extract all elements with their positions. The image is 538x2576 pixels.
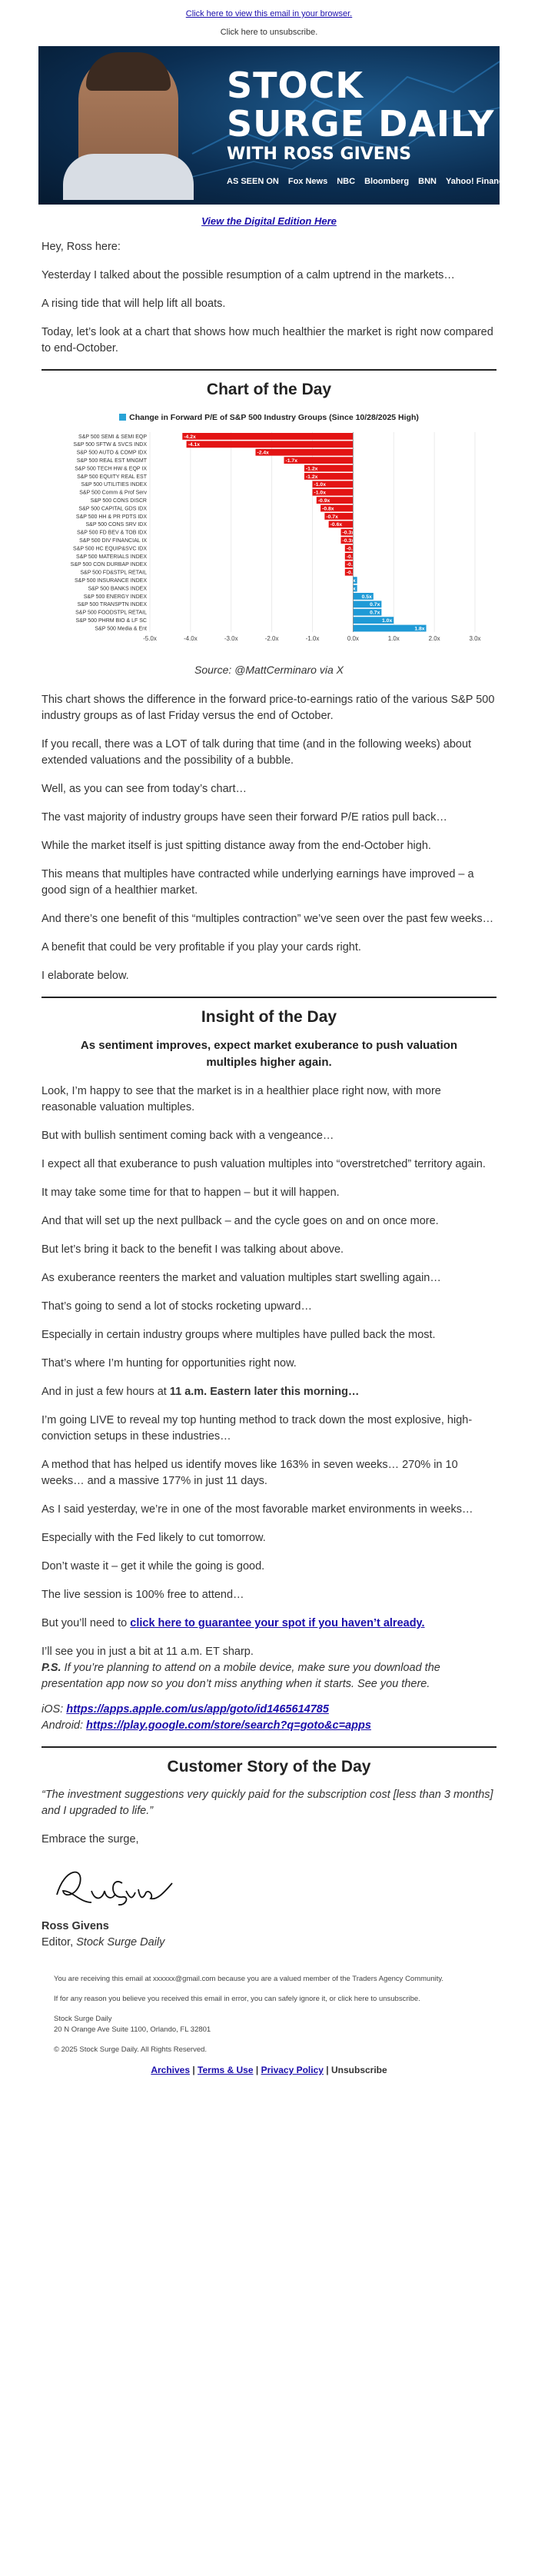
privacy-link[interactable]: Privacy Policy <box>261 2065 324 2075</box>
data-label: 0.7x <box>370 602 380 608</box>
author-title-prefix: Editor, <box>42 1936 77 1949</box>
ps-label: P.S. <box>42 1662 61 1674</box>
category-label: S&P 500 UTILITIES INDEX <box>81 482 147 488</box>
data-label: -0.2x <box>346 554 359 560</box>
outlet-logo: Fox News <box>287 177 328 186</box>
data-label: 1.8x <box>414 626 425 632</box>
chart <box>54 410 484 656</box>
category-label: S&P 500 CON DURBAP INDEX <box>70 562 147 568</box>
x-tick-label: 0.0x <box>347 635 359 642</box>
signoff: Embrace the surge, <box>42 1833 139 1845</box>
category-label: S&P 500 HC EQUIP&SVC IDX <box>73 546 147 552</box>
category-label: S&P 500 Media & Ent <box>95 626 147 632</box>
paragraph: This means that multiples have contracted while underlying earnings have improved – a good sign of a healthier market. <box>42 868 474 897</box>
category-label: S&P 500 REAL EST MNGMT <box>76 458 147 464</box>
paragraph: Hey, Ross here: <box>42 241 121 253</box>
data-label: -1.0x <box>314 482 326 488</box>
footer <box>31 1974 507 2055</box>
ios-app-link[interactable]: https://apps.apple.com/us/app/goto/id1465614785 <box>66 1703 329 1716</box>
footer-copyright: © 2025 Stock Surge Daily. All Rights Reserved. <box>54 2045 208 2054</box>
paragraph: As I said yesterday, we’re in one of the most favorable market environments in weeks… <box>42 1503 473 1516</box>
bar <box>182 433 353 440</box>
data-label: -0.6x <box>330 522 343 528</box>
digital-edition <box>31 215 507 227</box>
paragraph: While the market itself is just spitting distance away from the end-October high. <box>42 840 431 852</box>
ios-label: iOS: <box>42 1703 67 1716</box>
android-label: Android: <box>42 1719 87 1732</box>
category-label: S&P 500 FD BEV & TOB IDX <box>76 530 147 536</box>
live-session-paragraph <box>42 1384 496 1400</box>
category-label: S&P 500 CAPITAL GDS IDX <box>78 506 147 512</box>
section-divider <box>42 369 496 371</box>
paragraph: It may take some time for that to happen – but it will happen. <box>42 1186 340 1199</box>
cta-paragraph <box>42 1616 496 1632</box>
archives-link[interactable]: Archives <box>151 2065 191 2075</box>
paragraph: That’s where I’m hunting for opportunities right now. <box>42 1357 297 1370</box>
paragraph: Don’t waste it – get it while the going is good. <box>42 1560 265 1573</box>
data-label: -0.3x <box>342 538 355 544</box>
host-photo <box>78 54 178 185</box>
paragraph: The live session is 100% free to attend… <box>42 1589 244 1601</box>
category-label: S&P 500 ENERGY INDEX <box>83 594 147 600</box>
author-title-pub: Stock Surge Daily <box>76 1936 165 1949</box>
paragraph: The vast majority of industry groups have seen their forward P/E ratios pull back… <box>42 811 447 824</box>
paragraph: Today, let’s look at a chart that shows how much healthier the market is right now compared to end-October. <box>42 326 493 354</box>
category-label: S&P 500 TECH HW & EQP IX <box>75 466 147 472</box>
category-label: S&P 500 Comm & Prof Serv <box>79 490 147 496</box>
outlet-logo: NBC <box>337 177 356 186</box>
header-banner <box>38 46 509 205</box>
outlet-logo: Bloomberg <box>364 177 410 186</box>
paragraph: As exuberance reenters the market and valuation multiples start swelling again… <box>42 1272 441 1284</box>
bar <box>255 449 353 456</box>
customer-quote: “The investment suggestions very quickly paid for the subscription cost [less than 3 months] and I upgraded to life.” <box>42 1789 493 1817</box>
main-content <box>31 239 507 1951</box>
category-label: S&P 500 FOODSTPL RETAIL <box>75 610 147 616</box>
x-tick-label: -4.0x <box>183 635 198 642</box>
data-label: 1.0x <box>382 618 393 624</box>
paragraph: That’s going to send a lot of stocks rocketing upward… <box>42 1300 312 1313</box>
footer-notice: If for any reason you believe you received this email in error, you can safely ignore it, or click here to unsubscribe. <box>54 1995 420 2003</box>
author-title <box>42 1935 496 1951</box>
data-label: -0.3x <box>342 530 355 536</box>
category-label: S&P 500 MATERIALS INDEX <box>76 554 147 560</box>
as-seen-on-bar <box>227 177 508 186</box>
footer-links: Archives | Terms & Use | Privacy Policy | Unsubscribe <box>151 2065 387 2075</box>
legend-swatch <box>119 414 126 421</box>
section-divider <box>42 997 496 998</box>
live-time: 11 a.m. Eastern later this morning… <box>169 1386 360 1398</box>
as-seen-on-label: AS SEEN ON <box>227 177 279 186</box>
data-label: 0.1x <box>345 586 356 592</box>
ps-text: If you’re planning to attend on a mobile device, make sure you download the presentation app now so you don’t miss anything when it starts. See you there. <box>42 1662 440 1690</box>
data-label: -0.7x <box>326 514 338 520</box>
paragraph: Especially with the Fed likely to cut tomorrow. <box>42 1532 266 1544</box>
android-app-link[interactable]: https://play.google.com/store/search?q=goto&c=apps <box>86 1719 371 1732</box>
category-label: S&P 500 TRANSPTN INDEX <box>77 602 147 608</box>
terms-link[interactable]: Terms & Use <box>198 2065 254 2075</box>
data-label: -1.2x <box>305 474 318 480</box>
category-label: S&P 500 FD&STPL RETAIL <box>80 570 147 576</box>
paragraph: I’m going LIVE to reveal my top hunting method to track down the most explosive, high-conviction setups in these industries… <box>42 1414 473 1443</box>
paragraph: I elaborate below. <box>42 970 129 982</box>
category-label: S&P 500 CONS SRV IDX <box>85 522 147 528</box>
footer-address <box>54 2014 484 2035</box>
register-link[interactable]: click here to guarantee your spot if you haven’t already. <box>130 1617 425 1629</box>
unsubscribe-link[interactable]: Click here to unsubscribe. <box>220 28 318 37</box>
app-links <box>42 1702 496 1734</box>
data-label: 0.1x <box>345 578 356 584</box>
category-label: S&P 500 PHRM BIO & LF SC <box>75 618 147 624</box>
paragraph: I expect all that exuberance to push valuation multiples into “overstretched” territory again. <box>42 1158 486 1170</box>
data-label: -0.8x <box>322 506 334 512</box>
x-tick-label: 3.0x <box>469 635 481 642</box>
data-label: -0.2x <box>346 546 359 552</box>
footer-street: 20 N Orange Ave Suite 1100, Orlando, FL 32801 <box>54 2025 211 2034</box>
paragraph: But with bullish sentiment coming back with a vengeance… <box>42 1130 334 1142</box>
digital-edition-link[interactable]: View the Digital Edition Here <box>201 215 337 227</box>
paragraph: Well, as you can see from today’s chart… <box>42 783 247 795</box>
data-label: -0.2x <box>346 562 359 568</box>
x-tick-label: -2.0x <box>264 635 279 642</box>
category-label: S&P 500 BANKS INDEX <box>88 586 147 592</box>
ps-paragraph <box>42 1644 496 1692</box>
paragraph: Look, I’m happy to see that the market is in a healthier place right now, with more reasonable valuation multiples. <box>42 1085 441 1113</box>
chart-of-the-day-heading: Chart of the Day <box>206 381 332 398</box>
data-label: -0.9x <box>317 498 330 504</box>
data-label: -2.4x <box>257 450 269 456</box>
x-tick-label: 2.0x <box>428 635 440 642</box>
signature-image <box>49 1860 180 1914</box>
footer-company: Stock Surge Daily <box>54 2015 112 2023</box>
view-in-browser-link[interactable]: Click here to view this email in your browser. <box>185 9 353 18</box>
category-label: S&P 500 AUTO & COMP IDX <box>76 450 147 456</box>
data-label: 0.7x <box>370 610 380 616</box>
category-label: S&P 500 DIV FINANCIAL IX <box>79 538 147 544</box>
data-label: -1.2x <box>305 466 318 472</box>
x-tick-label: -3.0x <box>224 635 238 642</box>
outlet-logo: BNN <box>418 177 437 186</box>
paragraph: And there’s one benefit of this “multiples contraction” we’ve seen over the past few weeks… <box>42 913 494 925</box>
author-name: Ross Givens <box>42 1920 109 1932</box>
footer-notice: You are receiving this email at xxxxxx@gmail.com because you are a valued member of the Traders Agency Community. <box>54 1975 444 1983</box>
preheader <box>31 0 507 37</box>
x-tick-label: -5.0x <box>143 635 157 642</box>
category-label: S&P 500 HH & PR PDTS IDX <box>75 514 147 520</box>
email-container <box>31 0 507 2075</box>
category-label: S&P 500 INSURANCE INDEX <box>74 578 147 584</box>
brand-title-line1: STOCK <box>227 65 364 106</box>
outlet-logo: Yahoo! Finance <box>445 177 509 186</box>
brand-title-line2: SURGE DAILY <box>227 103 495 145</box>
paragraph: And that will set up the next pullback – and the cycle goes on and on once more. <box>42 1215 439 1227</box>
data-label: -0.2x <box>346 570 359 576</box>
see-you-text: I’ll see you in just a bit at 11 a.m. ET sharp. <box>42 1646 254 1658</box>
chart-title <box>54 410 484 426</box>
paragraph: If you recall, there was a LOT of talk during that time (and in the following weeks) about extended valuations and the possibility of a bubble. <box>42 738 472 767</box>
section-divider <box>42 1746 496 1748</box>
x-tick-label: -1.0x <box>305 635 320 642</box>
paragraph: A benefit that could be very profitable if you play your cards right. <box>42 941 361 954</box>
category-label: S&P 500 EQUITY REAL EST <box>77 474 147 480</box>
bar <box>187 441 354 448</box>
paragraph: This chart shows the difference in the forward price-to-earnings ratio of the various S&P 500 industry groups as of last Friday versus the end of October. <box>42 694 495 722</box>
unsubscribe-footer-link[interactable]: Unsubscribe <box>330 2065 387 2075</box>
chart-source: Source: @MattCerminaro via X <box>194 664 344 676</box>
chart-svg <box>54 426 484 651</box>
customer-story-heading: Customer Story of the Day <box>167 1758 371 1776</box>
paragraph: A rising tide that will help lift all boats. <box>42 298 226 310</box>
data-label: -4.2x <box>184 434 196 440</box>
paragraph: Especially in certain industry groups where multiples have pulled back the most. <box>42 1329 436 1341</box>
data-label: 0.5x <box>361 594 372 600</box>
brand-subtitle: WITH ROSS GIVENS <box>227 145 412 164</box>
category-label: S&P 500 SEMI & SEMI EQP <box>78 434 147 440</box>
insight-of-the-day-heading: Insight of the Day <box>201 1008 337 1026</box>
chart-title-text: Change in Forward P/E of S&P 500 Industry Groups (Since 10/28/2025 High) <box>129 413 419 422</box>
paragraph: Yesterday I talked about the possible resumption of a calm uptrend in the markets… <box>42 269 455 281</box>
x-tick-label: 1.0x <box>387 635 400 642</box>
paragraph: A method that has helped us identify moves like 163% in seven weeks… 270% in 10 weeks… and a massive 177% in just 11 days. <box>42 1459 458 1487</box>
category-label: S&P 500 CONS DISCR <box>90 498 147 504</box>
live-prefix: And in just a few hours at <box>42 1386 170 1398</box>
cta-prefix: But you’ll need to <box>42 1617 131 1629</box>
data-label: -1.0x <box>314 490 326 496</box>
data-label: -4.1x <box>188 442 201 448</box>
insight-subhead: As sentiment improves, expect market exuberance to push valuation multiples higher again. <box>80 1039 458 1069</box>
paragraph: But let’s bring it back to the benefit I was talking about above. <box>42 1243 344 1256</box>
category-label: S&P 500 SFTW & SVCS INDX <box>73 442 147 448</box>
data-label: -1.7x <box>285 458 297 464</box>
